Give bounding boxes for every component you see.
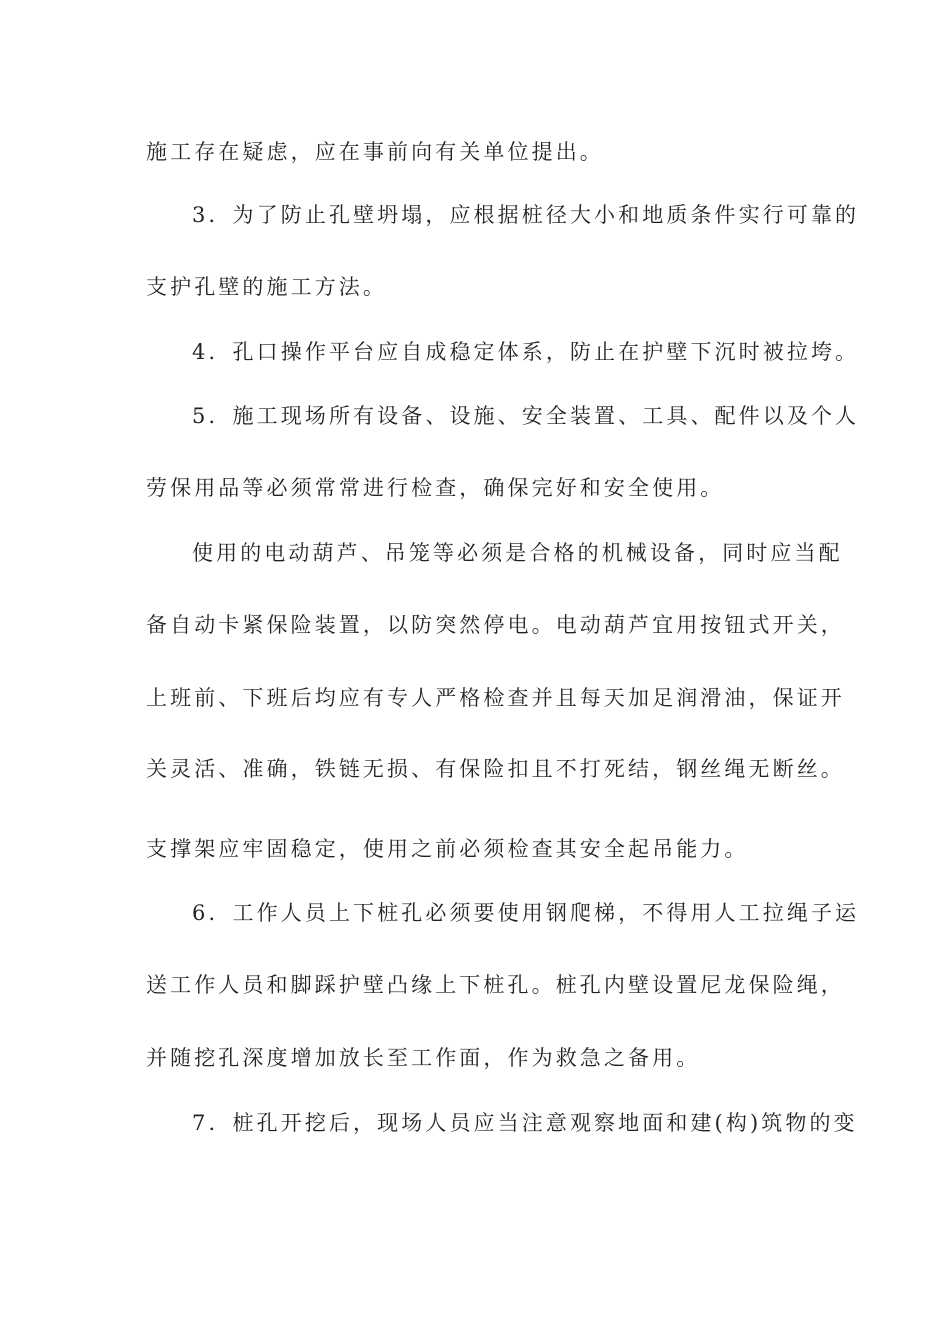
text-line: 6．工作人员上下桩孔必须要使用钢爬梯，不得用人工拉绳子运 [192, 901, 860, 925]
text-line: 5．施工现场所有设备、设施、安全装置、工具、配件以及个人 [192, 404, 860, 428]
text-line: 备自动卡紧保险装置，以防突然停电。电动葫芦宜用按钮式开关， [146, 613, 845, 637]
text-line: 施工存在疑虑，应在事前向有关单位提出。 [146, 140, 604, 164]
text-line: 劳保用品等必须常常进行检查，确保完好和安全使用。 [146, 476, 725, 500]
text-line: 7．桩孔开挖后，现场人员应当注意观察地面和建(构)筑物的变 [192, 1111, 858, 1135]
text-line: 并随挖孔深度增加放长至工作面，作为救急之备用。 [146, 1046, 701, 1070]
text-line: 支撑架应牢固稳定，使用之前必须检查其安全起吊能力。 [146, 837, 749, 861]
text-line: 送工作人员和脚踩护壁凸缘上下桩孔。桩孔内壁设置尼龙保险绳， [146, 973, 845, 997]
text-line: 支护孔壁的施工方法。 [146, 275, 387, 299]
text-line: 3．为了防止孔壁坍塌，应根据桩径大小和地质条件实行可靠的 [192, 203, 860, 227]
text-line: 使用的电动葫芦、吊笼等必须是合格的机械设备，同时应当配 [192, 541, 843, 565]
text-line: 关灵活、准确，铁链无损、有保险扣且不打死结，钢丝绳无断丝。 [146, 757, 845, 781]
text-line: 4．孔口操作平台应自成稳定体系，防止在护壁下沉时被拉垮。 [192, 340, 860, 364]
text-line: 上班前、下班后均应有专人严格检查并且每天加足润滑油，保证开 [146, 686, 845, 710]
